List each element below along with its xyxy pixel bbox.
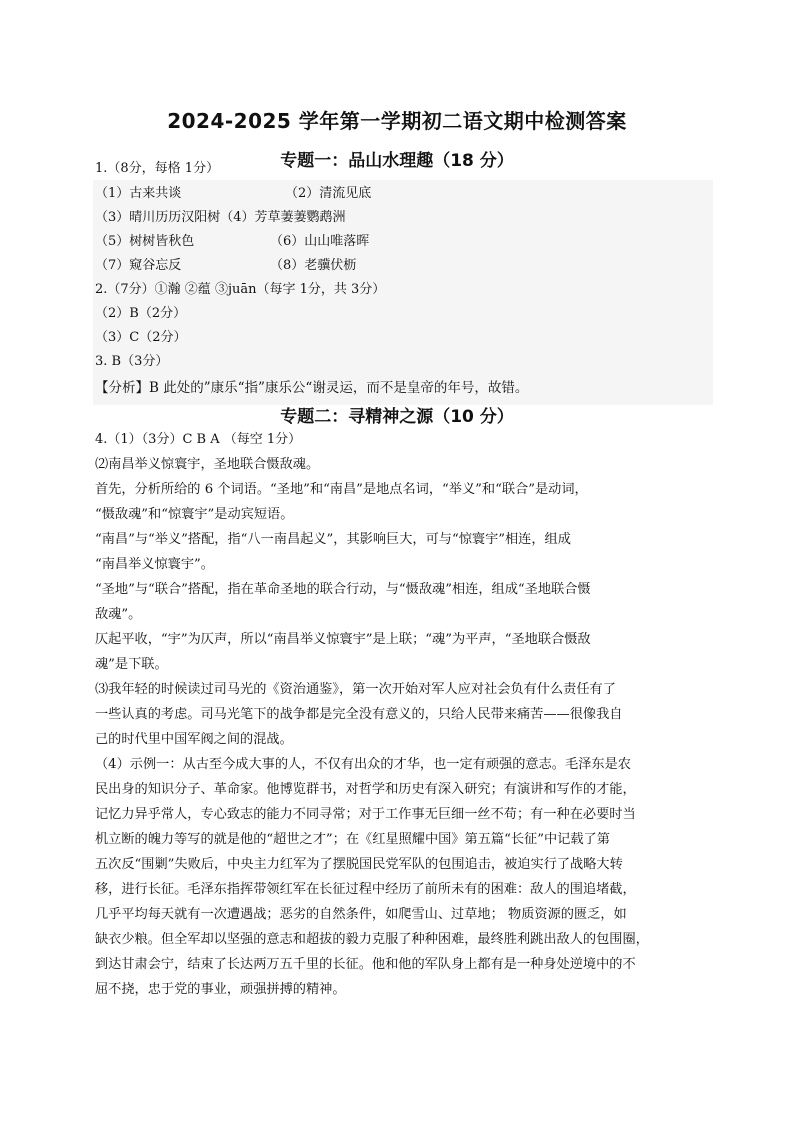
text-line: 魂”是下联。 <box>95 657 168 672</box>
answer-row-1 <box>95 185 372 203</box>
text-line: “慑敌魂”和“惊寰宇”是动宾短语。 <box>95 507 294 522</box>
text-line: 移，进行长征。毛泽东指挥带领红军在长征过程中经历了前所未有的困难：敌人的围追堵截， <box>95 882 636 897</box>
answer-5: （5）树树皆秋色 <box>95 234 195 249</box>
answer-2: （2）清流见底 <box>285 186 372 201</box>
text-line: 民出身的知识分子、革命家。他博览群书，对哲学和历史有深入研究；有演讲和写作的才能， <box>95 782 636 797</box>
text-line: 仄起平收，“宇”为仄声，所以“南昌举义惊寰宇”是上联；“魂”为平声，“圣地联合慑敌 <box>95 632 591 647</box>
answer-6: （6）山山唯落晖 <box>270 234 370 249</box>
text-line: （4）示例一：从古至今成大事的人，不仅有出众的才华，也一定有顽强的意志。毛泽东是农 <box>95 757 631 772</box>
text-line: 五次反“围剿”失败后，中央主力红军为了摆脱国民党军队的包围追击，被迫实行了战略大转 <box>95 857 623 872</box>
text-line: 敌魂”。 <box>95 607 142 622</box>
text-line: 几乎平均每天就有一次遭遇战；恶劣的自然条件，如爬雪山、过草地； 物质资源的匮乏，如 <box>95 907 627 922</box>
text-line: 缺衣少粮。但全军却以坚强的意志和超拔的毅力克服了种种困难，最终胜利跳出敌人的包围圈， <box>95 932 649 947</box>
section2-heading: 专题二：寻精神之源（10 分） <box>280 407 514 427</box>
document-title: 2024-2025 学年第一学期初二语文期中检测答案 <box>167 109 627 133</box>
answer-3-4: （3）晴川历历汉阳树（4）芳草萋萋鹦鹉洲 <box>95 210 346 225</box>
q2-line: 2.（7分）①瀚 ②蕴 ③juān（每字 1分，共 3分） <box>95 282 386 297</box>
q1-header: 1.（8分，每格 1分） <box>95 161 220 176</box>
q4-answer-body <box>95 452 715 1002</box>
q2-part2: （2）B（2分） <box>95 306 187 321</box>
text-line: “南昌举义惊寰宇”。 <box>95 557 214 572</box>
text-line: 到达甘肃会宁，结束了长达两万五千里的长征。他和他的军队身上都有是一种身处逆境中的不 <box>95 957 636 972</box>
text-line: “南昌”与“举义”搭配，指“八一南昌起义”，其影响巨大，可与“惊寰宇”相连，组成 <box>95 532 571 547</box>
answer-7: （7）窥谷忘反 <box>95 258 182 273</box>
answer-8: （8）老骥伏枥 <box>270 258 357 273</box>
q3-line: 3. B（3分） <box>95 354 169 369</box>
text-line: ⑶我年轻的时候读过司马光的《资治通鉴》，第一次开始对军人应对社会负有什么责任有了 <box>95 682 616 697</box>
text-line: 屈不挠，忠于党的事业，顽强拼搏的精神。 <box>95 982 346 997</box>
couplet-answer: ⑵南昌举义惊寰宇，圣地联合慑敌魂。 <box>95 457 320 472</box>
text-line: 机立断的魄力等写的就是他的“超世之才”；在《红星照耀中国》第五篇“长征”中记载了第 <box>95 832 610 847</box>
text-line: “圣地”与“联合”搭配，指在革命圣地的联合行动，与“慑敌魂”相连，组成“圣地联合慑 <box>95 582 591 597</box>
text-line: 首先，分析所给的 6 个词语。“圣地”和“南昌”是地点名词，“举义”和“联合”是动词， <box>95 482 588 497</box>
q4-part1: 4.（1）（3分）C B A （每空 1分） <box>95 432 302 447</box>
answer-row-3 <box>95 233 370 251</box>
answer-row-2 <box>95 209 346 227</box>
text-line: 一些认真的考虑。司马光笔下的战争都是完全没有意义的，只给人民带来痛苦——很像我自 <box>95 707 623 722</box>
q2-part3: （3）C（2分） <box>95 330 187 345</box>
analysis-text: 【分析】B 此处的”康乐“指”康乐公“谢灵运，而不是皇帝的年号，故错。 <box>95 380 529 396</box>
answer-row-4 <box>95 257 357 275</box>
text-line: 记忆力异乎常人，专心致志的能力不同寻常；对于工作事无巨细一丝不苟；有一种在必要时当 <box>95 807 636 822</box>
text-line: 己的时代里中国军阀之间的混战。 <box>95 732 293 747</box>
section1-heading: 专题一：品山水理趣（18 分） <box>280 151 514 171</box>
answer-1: （1）古来共谈 <box>95 186 182 201</box>
